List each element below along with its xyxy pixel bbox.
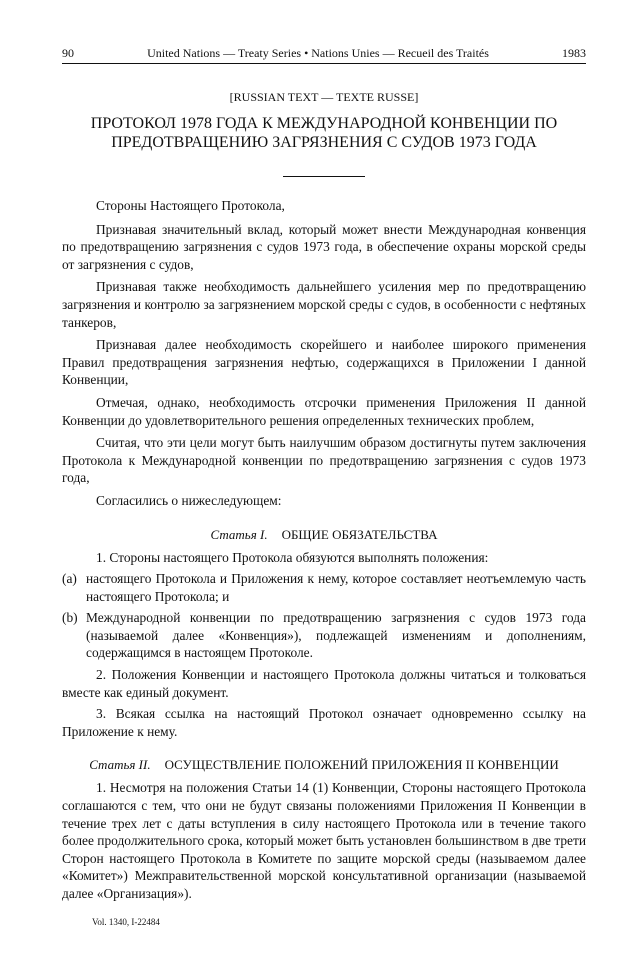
language-label: [RUSSIAN TEXT — TEXTE RUSSE] <box>229 90 419 104</box>
paragraph-text: 1. Стороны настоящего Протокола обязуются выполнять положения: <box>96 549 489 565</box>
paragraph-text: 2. Положения Конвенции и настоящего Протокола должны читаться и толковаться вместе как единый документ. <box>62 667 586 700</box>
preamble-paragraph: Признавая значительный вклад, который может внести Международная конвенция по предотвращению загрязнения с судов 1973 года, в обеспечение охраны морской среды от загрязнения с судов, <box>62 221 586 272</box>
article-title: ОБЩИЕ ОБЯЗАТЕЛЬСТВА <box>281 526 438 542</box>
paragraph-text: 3. Всякая ссылка на настоящий Протокол означает одновременно ссылку на Приложение к нему. <box>62 706 586 739</box>
article-1-paragraph-1 <box>62 549 586 567</box>
article-2-paragraph-1 <box>62 779 586 902</box>
volume-reference: Vol. 1340, I-22484 <box>92 916 160 927</box>
article-label: Статья II. <box>89 757 151 773</box>
preamble-paragraph: Считая, что эти цели могут быть наилучшим образом достигнуты путем заключения Протокола к Международной конвенции по предотвращению загрязнения с судов 1973 года, <box>62 435 586 486</box>
article-1-heading <box>62 526 586 543</box>
series-title: United Nations — Treaty Series • Nations Unies — Recueil des Traités <box>147 46 489 60</box>
preamble-paragraph: Отмечая, однако, необходимость отсрочки применения Приложения II данной Конвенции до удовлетворительного решения определенных технических проблем, <box>62 394 586 428</box>
running-header <box>62 44 586 64</box>
document-title: ПРОТОКОЛ 1978 ГОДА К МЕЖДУНАРОДНОЙ КОНВЕНЦИИ ПО ПРЕДОТВРАЩЕНИЮ ЗАГРЯЗНЕНИЯ С СУДОВ 1973 ГОДА <box>90 115 558 151</box>
preamble-closing: Согласились о нижеследующем: <box>96 492 282 508</box>
item-text: настоящего Протокола и Приложения к нему, которое составляет неотъемлемую часть настоящего Протокола; и <box>86 571 586 604</box>
preamble-opening: Стороны Настоящего Протокола, <box>96 198 285 213</box>
article-2-heading <box>62 756 586 773</box>
preamble <box>62 197 586 510</box>
article-1-paragraph-3 <box>62 705 586 740</box>
list-item <box>62 570 586 605</box>
list-item <box>62 609 586 662</box>
article-label: Статья I. <box>210 526 268 542</box>
item-marker: (a) <box>62 571 77 587</box>
year: 1983 <box>562 46 586 60</box>
preamble-paragraph: Признавая также необходимость дальнейшего усиления мер по предотвращению загрязнения и контролю за загрязнением морской среды с судов, в особенности с нефтяных танкеров, <box>62 279 586 330</box>
item-marker: (b) <box>62 610 78 626</box>
article-title: ОСУЩЕСТВЛЕНИЕ ПОЛОЖЕНИЙ ПРИЛОЖЕНИЯ II КОНВЕНЦИИ <box>164 757 559 773</box>
item-text: Международной конвенции по предотвращению загрязнения с судов 1973 года (называемой далее «Конвенция»), подлежащей изменениям и дополнениям, содержащимся в настоящем Протоколе. <box>86 610 586 661</box>
article-1-paragraph-2 <box>62 666 586 701</box>
preamble-paragraph: Признавая далее необходимость скорейшего и наиболее широкого применения Правил предотвращения загрязнения нефтью, содержащихся в Приложении I данной Конвенции, <box>62 337 586 388</box>
paragraph-text: 1. Несмотря на положения Статьи 14 (1) Конвенции, Стороны настоящего Протокола соглашаются с тем, что они не будут связаны положениями Приложения II Конвенции в течение трех лет с даты вступления в силу настоящего Протокола или в течение такого более продолжительного срока, который может быть установлен большинством в две трети Сторон настоящего Протокола в Комитете по защите морской среды (называемом далее «Комитет») Межправительственной морской консультативной организации (называемой далее «Организация»). <box>62 780 586 901</box>
page-number: 90 <box>62 46 74 60</box>
divider <box>283 176 365 177</box>
